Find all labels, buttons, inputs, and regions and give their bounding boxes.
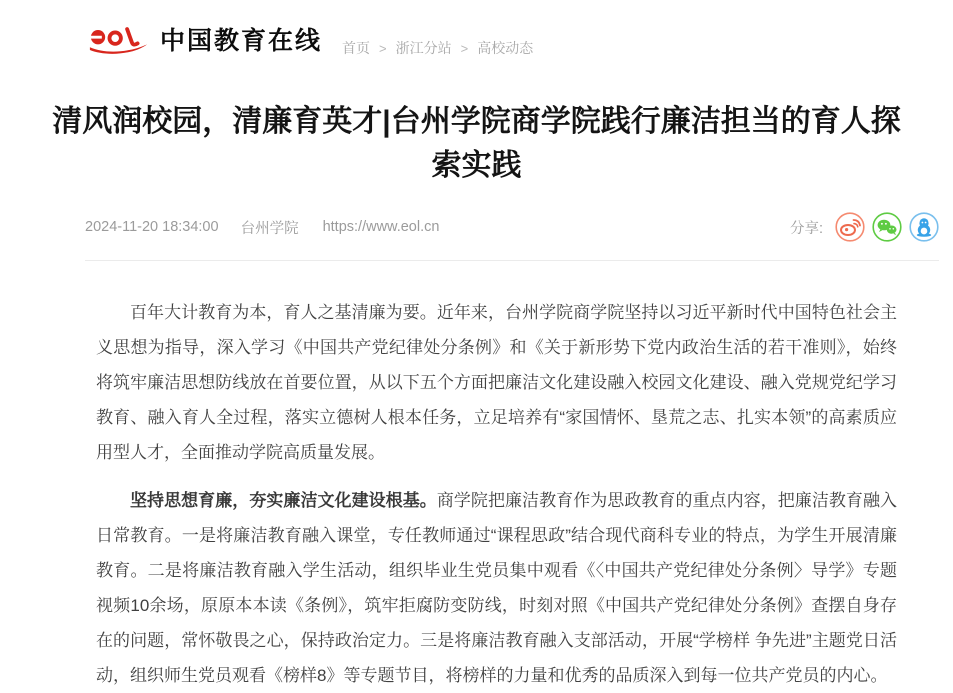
breadcrumb-zhejiang[interactable]: 浙江分站 [395, 40, 452, 56]
paragraph-1 [96, 295, 897, 470]
share-label: 分享: [789, 220, 823, 237]
paragraph-2 [96, 483, 897, 693]
source-url: https://www.eol.cn [322, 219, 440, 235]
breadcrumb-separator: > [460, 40, 469, 56]
breadcrumb-separator: > [379, 40, 387, 56]
paragraph-2-text: 商学院把廉洁教育作为思政教育的重点内容，把廉洁教育融入日常教育。一是将廉洁教育融入课堂，专任教师通过“课程思政”结合现代商科专业的特点，为学生开展清廉教育。二是将廉洁教育融入学生活动，组织毕业生党员集中观看《〈中国共产党纪律处分条例〉导学》专题视频10余场，原原本本读《条例》，筑牢拒腐防变防线，时刻对照《中国共产党纪律处分条例》查摆自身存在的问题，常怀敬畏之心，保持政治定力。三是将廉洁教育融入支部活动，开展“学榜样 争先进”主题党日活动，组织师生党员观看《榜样8》等专题节目，将榜样的力量和优秀的品质深入到每一位共产党员的内心。 [96, 491, 898, 685]
eol-logo-icon [88, 20, 150, 62]
site-name[interactable]: 中国教育在线 [160, 27, 323, 55]
publish-datetime: 2024-11-20 18:34:00 [85, 219, 219, 235]
paragraph-1-text: 百年大计教育为本，育人之基清廉为要。近年来，台州学院商学院坚持以习近平新时代中国特色社会主义思想为指导，深入学习《中国共产党纪律处分条例》和《关于新形势下党内政治生活的若干准则》，始终将筑牢廉洁思想防线放在首要位置，从以下五个方面把廉洁文化建设融入校园文化建设、融入党规党纪学习教育、融入育人全过程，落实立德树人根本任务，立足培养有“家国情怀、垦荒之志、扎实本领”的高素质应用型人才，全面推动学院高质量发展。 [96, 303, 897, 462]
breadcrumb-home[interactable]: 首页 [342, 40, 371, 56]
eol-logo[interactable] [88, 20, 322, 62]
breadcrumb [342, 38, 533, 58]
qq-share-icon[interactable] [909, 212, 939, 242]
article-title: 清风润校园，清廉育英才|台州学院商学院践行廉洁担当的育人探索实践 [52, 105, 901, 182]
breadcrumb-campus-news[interactable]: 高校动态 [477, 40, 534, 56]
article-source: 台州学院 [240, 220, 299, 237]
share-icons [835, 212, 939, 242]
article-meta [85, 212, 939, 242]
paragraph-2-lead: 坚持思想育廉，夯实廉洁文化建设根基。 [130, 491, 437, 510]
meta-divider [85, 260, 939, 261]
weibo-share-icon[interactable] [835, 212, 865, 242]
wechat-share-icon[interactable] [872, 212, 902, 242]
article-body [96, 295, 897, 693]
site-header [0, 0, 953, 62]
